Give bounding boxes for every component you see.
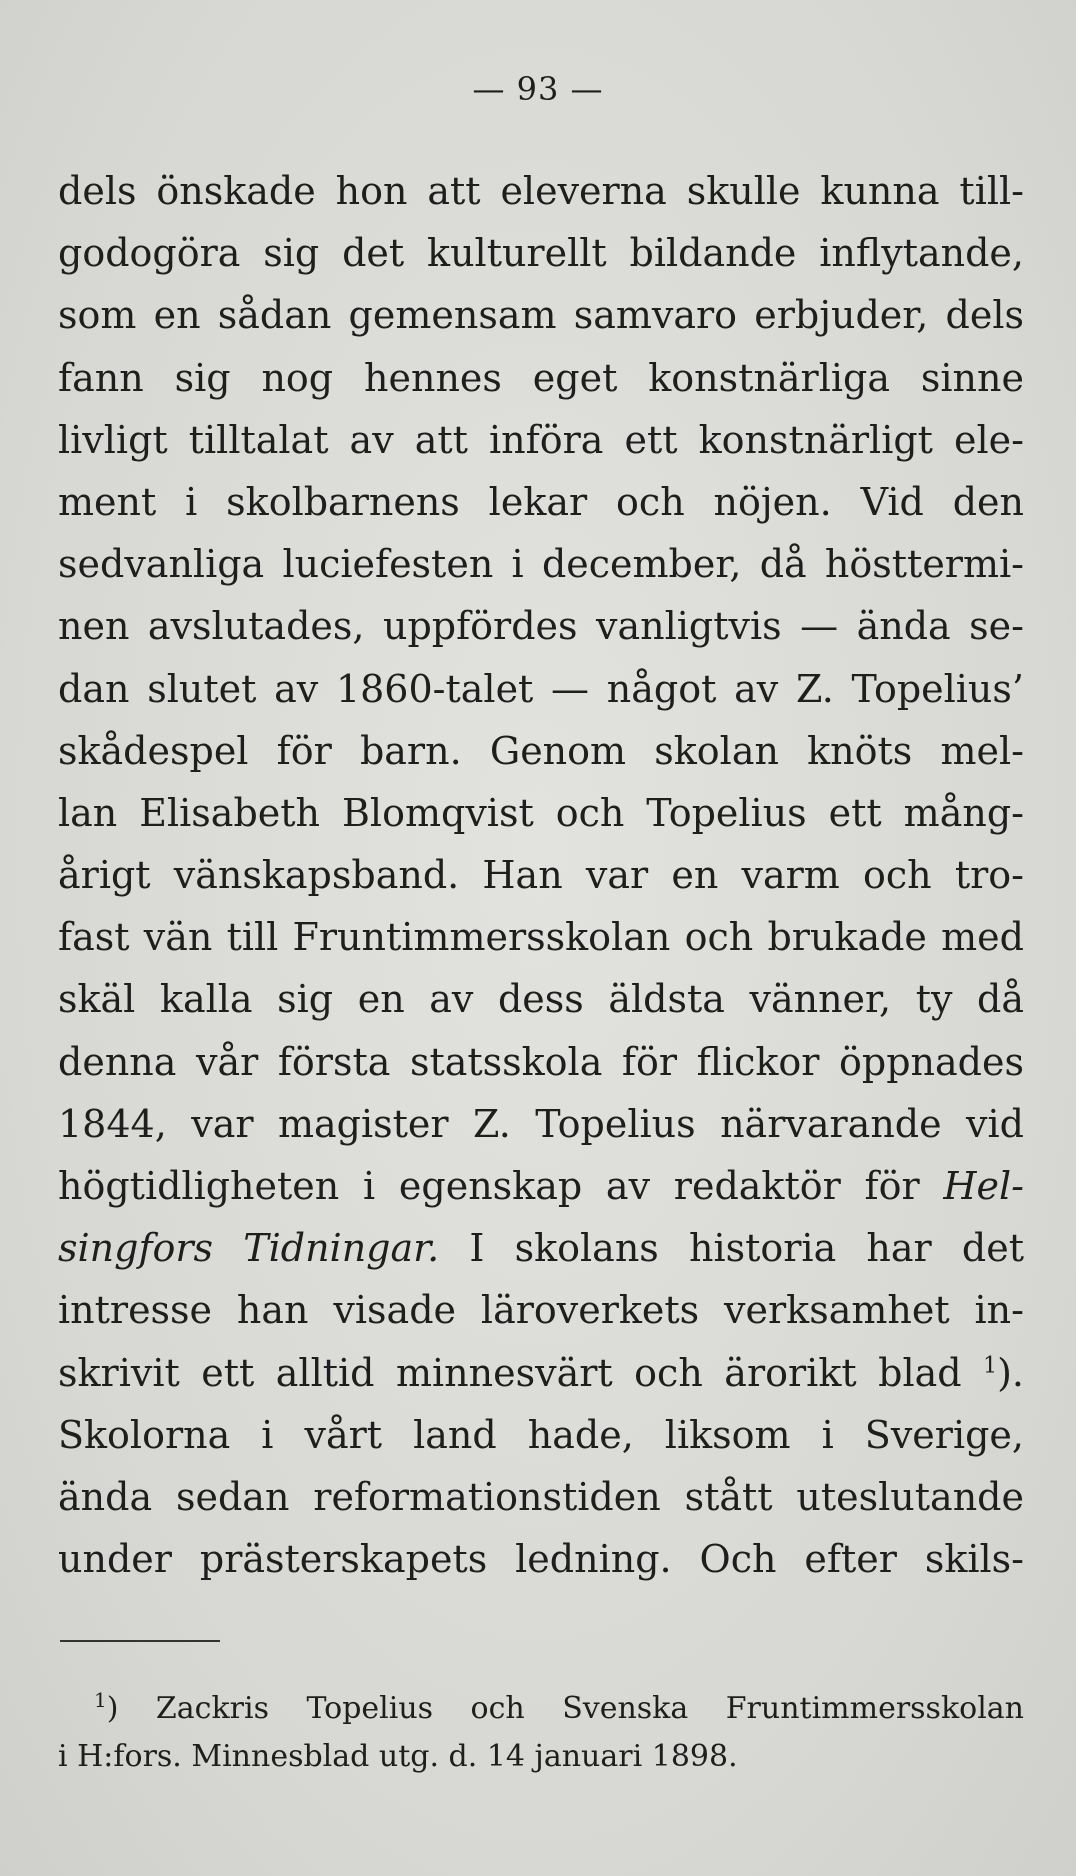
text-line: fast vän till Fruntimmersskolan och brukade med — [58, 915, 1024, 960]
text-line: ment i skolbarnens lekar och nöjen. Vid den — [58, 479, 1024, 524]
text-line: fann sig nog hennes eget konstnärliga sinne — [58, 355, 1024, 400]
text-segment: ). — [997, 1350, 1024, 1395]
text-line: som en sådan gemensam samvaro erbjuder, dels — [58, 293, 1024, 338]
text-segment: I skolans historia har det — [439, 1226, 1024, 1271]
text-line: dan slutet av 1860-talet — något av Z. Topelius’ — [58, 666, 1024, 711]
footnote-line — [58, 1685, 1024, 1733]
footnote — [58, 1685, 1024, 1781]
text-line: livligt tilltalat av att införa ett konstnärligt ele- — [58, 417, 1024, 462]
footnote-reference[interactable]: 1 — [983, 1352, 998, 1378]
text-line: 1844, var magister Z. Topelius närvarande vid — [58, 1101, 1024, 1146]
text-segment: högtidligheten i egenskap av redaktör för — [58, 1164, 944, 1208]
text-line: godogöra sig det kulturellt bildande inflytande, — [58, 231, 1024, 276]
footnote-mark: 1 — [94, 1688, 107, 1712]
italic-title: Hel- — [943, 1164, 1024, 1208]
text-line: ända sedan reformationstiden stått uteslutande — [58, 1474, 1024, 1519]
text-segment: skrivit ett alltid minnesvärt och ärorikt blad — [58, 1350, 984, 1395]
text-line: årigt vänskapsband. Han var en varm och tro- — [58, 853, 1024, 898]
text-line: dels önskade hon att eleverna skulle kunna till- — [58, 169, 1024, 213]
text-line — [58, 1217, 1024, 1279]
text-line — [58, 1155, 1024, 1217]
text-line: lan Elisabeth Blomqvist och Topelius ett mång- — [58, 790, 1024, 835]
italic-title: singfors Tidningar. — [58, 1226, 440, 1271]
footnote-text: ) Zackris Topelius och Svenska Fruntimmersskolan — [106, 1691, 1024, 1726]
body-text — [58, 160, 1024, 1590]
text-line: nen avslutades, uppfördes vanligtvis — ända se- — [58, 604, 1024, 649]
text-line — [58, 1342, 1024, 1404]
footnote-divider — [60, 1640, 220, 1642]
text-line: under prästerskapets ledning. Och efter skils- — [58, 1537, 1024, 1582]
text-line: Skolorna i vårt land hade, liksom i Sverige, — [58, 1412, 1024, 1457]
text-line: skäl kalla sig en av dess äldsta vänner, ty då — [58, 977, 1024, 1022]
text-line: denna vår första statsskola för flickor öppnades — [58, 1039, 1024, 1084]
page-number: — 93 — — [472, 70, 604, 108]
footnote-line: i H:fors. Minnesblad utg. d. 14 januari 1898. — [58, 1739, 738, 1774]
text-line: skådespel för barn. Genom skolan knöts mel- — [58, 728, 1024, 773]
text-line: intresse han visade läroverkets verksamhet in- — [58, 1288, 1024, 1333]
text-line: sedvanliga luciefesten i december, då hösttermi- — [58, 542, 1024, 587]
